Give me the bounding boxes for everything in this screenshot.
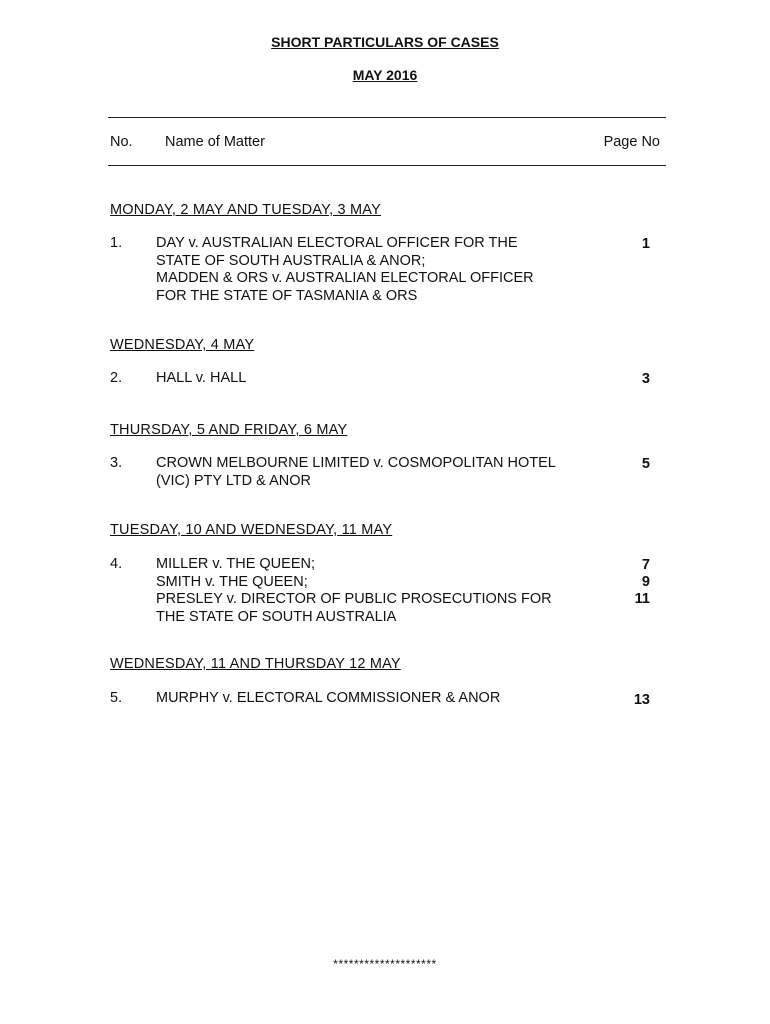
case-matter-line: (VIC) PTY LTD & ANOR xyxy=(156,472,311,489)
case-matter xyxy=(156,556,606,626)
case-matter-line: MURPHY v. ELECTORAL COMMISSIONER & ANOR xyxy=(156,690,501,706)
case-number: 5. xyxy=(110,690,123,706)
case-number: 4. xyxy=(110,556,123,572)
section-day-heading: MONDAY, 2 MAY AND TUESDAY, 3 MAY xyxy=(110,202,381,218)
case-matter-line: FOR THE STATE OF TASMANIA & ORS xyxy=(156,287,418,304)
case-matter-line: CROWN MELBOURNE LIMITED v. COSMOPOLITAN HOTEL xyxy=(156,455,556,471)
page-number: 13 xyxy=(633,692,650,708)
page-number: 9 xyxy=(641,574,650,590)
case-matter-line: DAY v. AUSTRALIAN ELECTORAL OFFICER FOR THE xyxy=(156,235,518,251)
case-matter-line: PRESLEY v. DIRECTOR OF PUBLIC PROSECUTIONS FOR xyxy=(156,591,552,607)
case-pages xyxy=(635,557,650,608)
section-day-heading: TUESDAY, 10 AND WEDNESDAY, 11 MAY xyxy=(110,522,393,538)
end-of-document-marker: ******************** xyxy=(333,957,437,971)
column-header-no: No. xyxy=(110,134,133,150)
case-pages xyxy=(642,371,650,388)
case-number: 1. xyxy=(110,235,123,251)
case-number: 3. xyxy=(110,455,123,471)
case-matter-line: THE STATE OF SOUTH AUSTRALIA xyxy=(156,608,397,625)
case-matter-line: MADDEN & ORS v. AUSTRALIAN ELECTORAL OFFICER xyxy=(156,270,534,286)
case-matter xyxy=(156,235,606,305)
page-number: 7 xyxy=(641,557,650,573)
column-header-page: Page No xyxy=(603,134,660,150)
case-matter-line: STATE OF SOUTH AUSTRALIA & ANOR; xyxy=(156,252,426,269)
section-day-heading: WEDNESDAY, 4 MAY xyxy=(110,337,255,353)
column-header-name: Name of Matter xyxy=(165,134,265,150)
case-matter-line: HALL v. HALL xyxy=(156,370,247,386)
case-matter xyxy=(156,690,606,708)
document-title: SHORT PARTICULARS OF CASES xyxy=(271,34,499,50)
case-number: 2. xyxy=(110,370,123,386)
top-rule xyxy=(108,117,666,118)
page-number: 5 xyxy=(641,456,650,472)
case-matter-line: MILLER v. THE QUEEN; xyxy=(156,556,315,572)
case-pages xyxy=(642,456,650,473)
case-matter xyxy=(156,455,606,490)
case-matter-line: SMITH v. THE QUEEN; xyxy=(156,573,308,590)
section-day-heading: WEDNESDAY, 11 AND THURSDAY 12 MAY xyxy=(110,656,401,672)
header-bottom-rule xyxy=(108,165,666,166)
page-number: 11 xyxy=(634,591,650,607)
page-number: 1 xyxy=(641,236,650,252)
page-number: 3 xyxy=(641,371,650,387)
case-matter xyxy=(156,370,606,388)
case-pages xyxy=(642,236,650,253)
document-subtitle: MAY 2016 xyxy=(352,67,418,83)
case-pages xyxy=(634,692,650,709)
section-day-heading: THURSDAY, 5 AND FRIDAY, 6 MAY xyxy=(110,422,348,438)
